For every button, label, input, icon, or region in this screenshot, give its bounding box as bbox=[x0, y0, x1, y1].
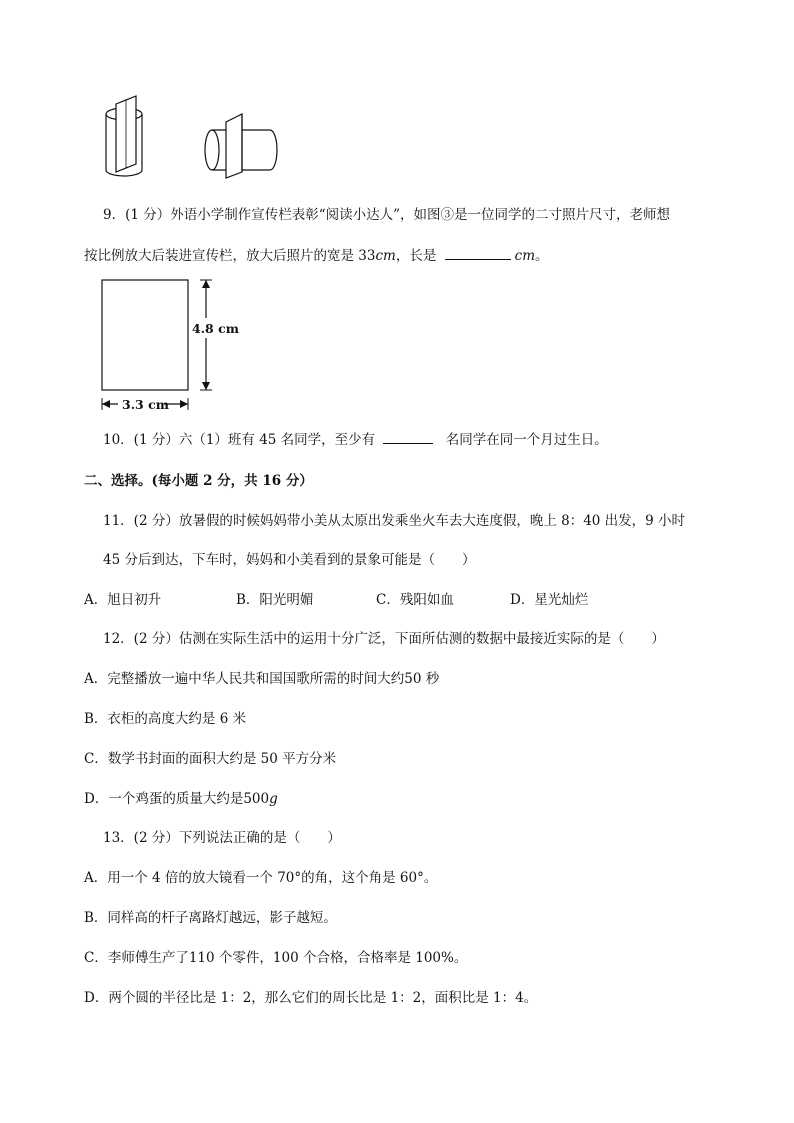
q12-unit-g: g bbox=[269, 791, 278, 807]
q9-line2 bbox=[84, 246, 549, 265]
q11-line2: 45 分后到达，下车时，妈妈和小美看到的景象可能是（ ） bbox=[103, 552, 476, 568]
photo-rectangle bbox=[102, 280, 188, 390]
q10-text-b: 名同学在同一个月过生日。 bbox=[445, 432, 608, 448]
q13-option-a[interactable]: A．用一个 4 倍的放大镜看一个 70°的角，这个角是 60°。 bbox=[84, 870, 438, 886]
vertical-cylinder-figure bbox=[106, 96, 142, 176]
section-2-title: 二、选择。(每小题 2 分，共 16 分） bbox=[84, 473, 313, 489]
q12-option-d-text: D．一个鸡蛋的质量大约是500 bbox=[84, 791, 270, 807]
q9-answer-blank[interactable] bbox=[445, 246, 511, 260]
q10-line bbox=[103, 430, 608, 449]
q13-stem: 13．(2 分）下列说法正确的是（ ） bbox=[103, 830, 341, 846]
photo-width-label: 3.3 cm bbox=[122, 397, 169, 412]
q12-option-b[interactable]: B．衣柜的高度大约是 6 米 bbox=[84, 711, 247, 727]
q10-answer-blank[interactable] bbox=[383, 430, 433, 444]
q13-option-d[interactable]: D．两个圆的半径比是 1：2，那么它们的周长比是 1：2，面积比是 1：4。 bbox=[84, 990, 538, 1006]
photo-height-label: 4.8 cm bbox=[192, 321, 239, 336]
q9-line1: 9．(1 分）外语小学制作宣传栏表彰“阅读小达人”，如图③是一位同学的二寸照片尺寸，老师想 bbox=[103, 207, 671, 223]
q11-line1: 11．(2 分）放暑假的时候妈妈带小美从太原出发乘坐火车去大连度假，晚上 8：40 出发，9 小时 bbox=[103, 513, 686, 529]
q9-unit-cm-1: cm bbox=[375, 248, 396, 264]
q12-option-d[interactable] bbox=[84, 790, 278, 808]
q12-option-a[interactable]: A．完整播放一遍中华人民共和国国歌所需的时间大约50 秒 bbox=[84, 671, 440, 687]
q9-line2-text-a: 按比例放大后装进宣传栏，放大后照片的宽是 33 bbox=[84, 248, 376, 264]
q11-option-d[interactable]: D．星光灿烂 bbox=[510, 592, 589, 608]
q11-options bbox=[84, 591, 588, 609]
q13-option-c[interactable]: C．李师傅生产了110 个零件，100 个合格，合格率是 100%。 bbox=[84, 950, 468, 966]
cylinder-figures bbox=[96, 94, 296, 186]
q9-line2-end: 。 bbox=[535, 248, 549, 264]
horizontal-cylinder-figure bbox=[205, 114, 277, 178]
q11-option-a[interactable]: A．旭日初升 bbox=[84, 592, 162, 608]
photo-size-figure bbox=[96, 274, 246, 416]
q10-text-a: 10．(1 分）六（1）班有 45 名同学，至少有 bbox=[103, 432, 376, 448]
q13-option-b[interactable]: B．同样高的杆子离路灯越远，影子越短。 bbox=[84, 910, 337, 926]
q9-unit-cm-2: cm bbox=[514, 248, 536, 264]
q12-stem: 12．(2 分）估测在实际生活中的运用十分广泛，下面所估测的数据中最接近实际的是（ ） bbox=[103, 631, 665, 647]
q12-option-c[interactable]: C．数学书封面的面积大约是 50 平方分米 bbox=[84, 751, 337, 767]
q11-option-c[interactable]: C．残阳如血 bbox=[376, 592, 454, 608]
q11-option-b[interactable]: B．阳光明媚 bbox=[236, 592, 314, 608]
q9-line2-text-b: ，长是 bbox=[395, 248, 437, 264]
